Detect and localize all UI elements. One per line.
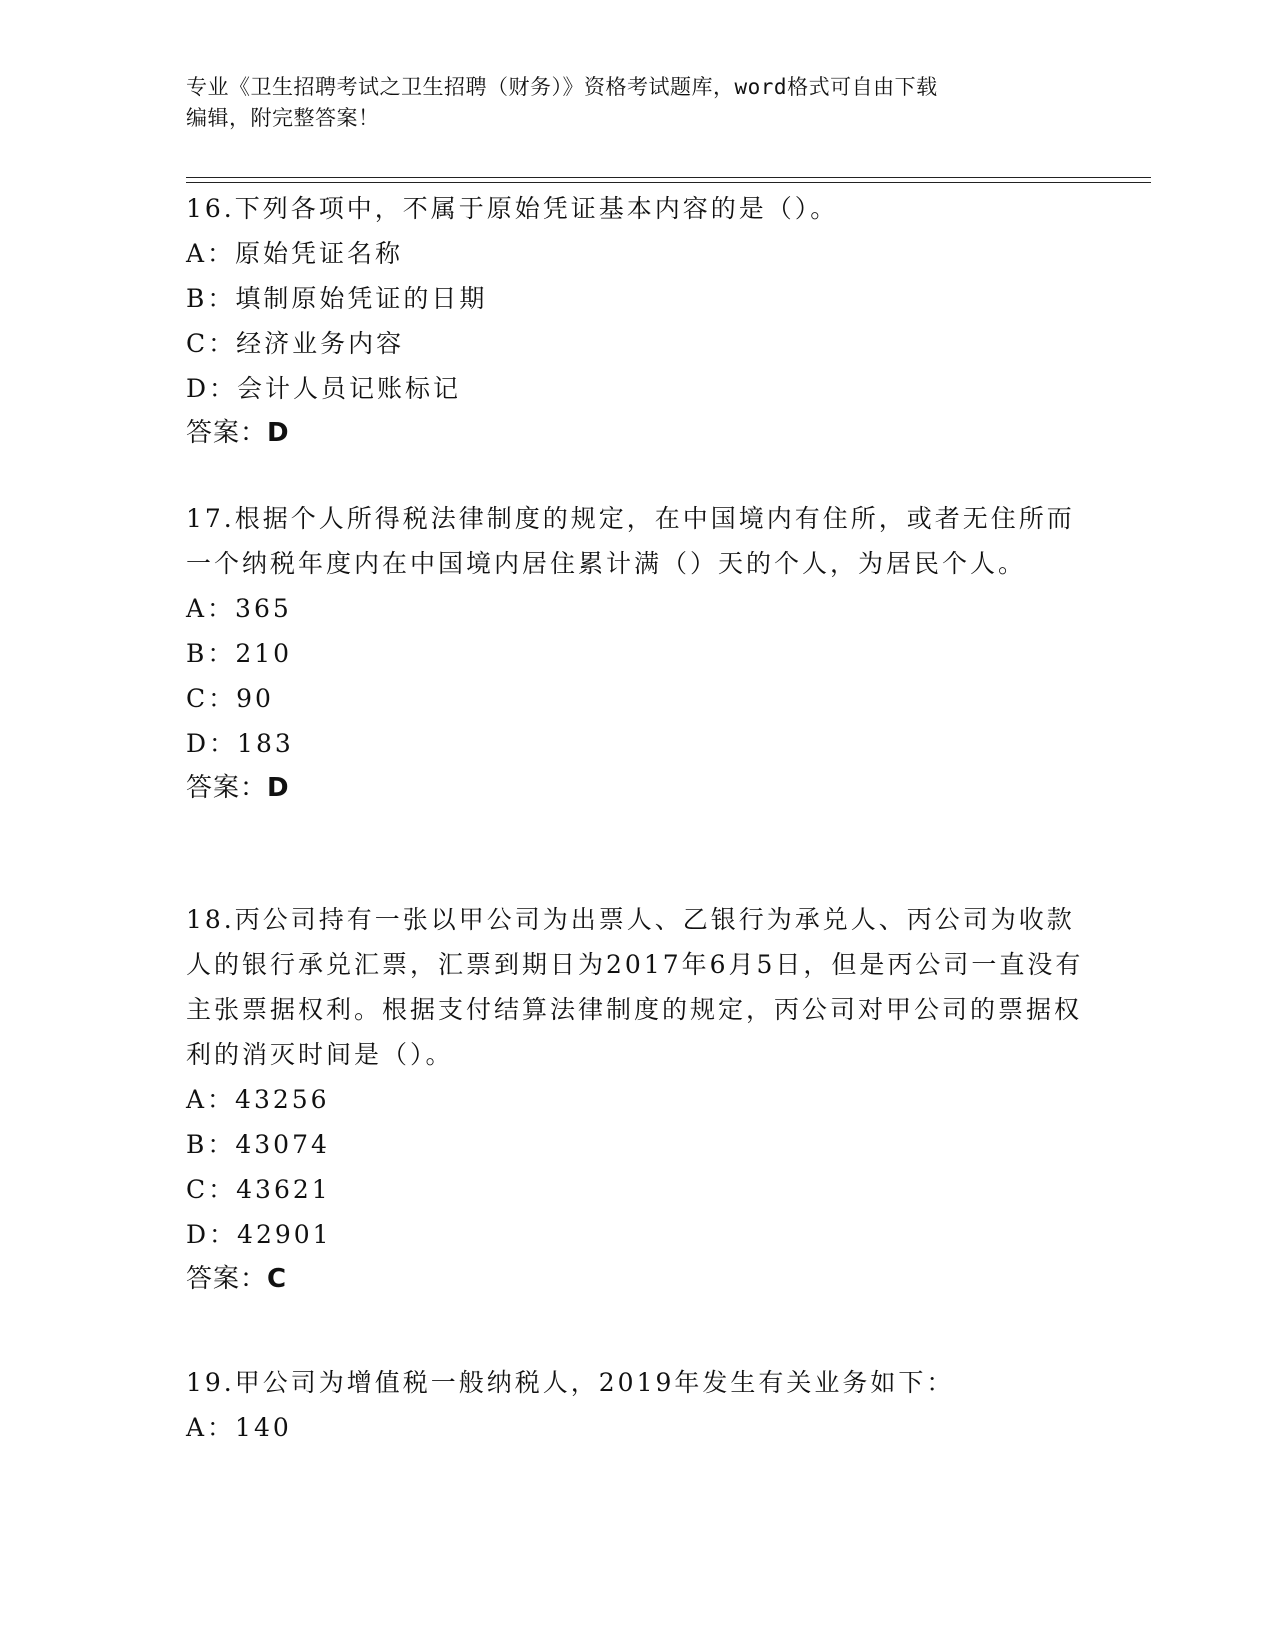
question-16 xyxy=(186,186,1086,456)
question-19 xyxy=(186,1360,1086,1450)
option-c: C：43621 xyxy=(186,1175,331,1204)
option-d: D：42901 xyxy=(186,1220,332,1249)
option-a: A：365 xyxy=(186,594,292,623)
answer-label: 答案： xyxy=(186,418,268,448)
question-stem: 17.根据个人所得税法律制度的规定，在中国境内有住所，或者无住所而一个纳税年度内在中国境内居住累计满（）天的个人，为居民个人。 xyxy=(186,504,1075,578)
answer xyxy=(186,766,1086,811)
header-line-2: 编辑，附完整答案！ xyxy=(186,106,380,130)
question-stem: 19.甲公司为增值税一般纳税人，2019年发生有关业务如下： xyxy=(186,1368,955,1397)
answer-value: D xyxy=(267,773,290,803)
header-divider-bottom xyxy=(186,182,1151,183)
question-stem: 16.下列各项中，不属于原始凭证基本内容的是（）。 xyxy=(186,194,839,223)
option-c: C：经济业务内容 xyxy=(186,329,405,358)
option-a: A：43256 xyxy=(186,1085,330,1114)
option-c: C：90 xyxy=(186,684,274,713)
option-a: A：140 xyxy=(186,1413,292,1442)
answer-value: D xyxy=(267,418,290,448)
option-b: B：210 xyxy=(186,639,293,668)
option-d: D：会计人员记账标记 xyxy=(186,374,462,403)
answer-value: C xyxy=(267,1264,288,1294)
answer xyxy=(186,411,1086,456)
header-divider-top xyxy=(186,177,1151,178)
option-b: B：填制原始凭证的日期 xyxy=(186,284,488,313)
question-17 xyxy=(186,496,1086,811)
answer-label: 答案： xyxy=(186,773,268,803)
answer-label: 答案： xyxy=(186,1264,268,1294)
option-b: B：43074 xyxy=(186,1130,330,1159)
header-line-1: 专业《卫生招聘考试之卫生招聘（财务）》资格考试题库，word格式可自由下载 xyxy=(186,75,938,99)
answer xyxy=(186,1257,1086,1302)
question-stem: 18.丙公司持有一张以甲公司为出票人、乙银行为承兑人、丙公司为收款人的银行承兑汇票，汇票到期日为2017年6月5日，但是丙公司一直没有主张票据权利。根据支付结算法律制度的规定，丙公司对甲公司的票据权利的消灭时间是（）。 xyxy=(186,905,1084,1069)
document-header xyxy=(186,72,1086,134)
question-18 xyxy=(186,897,1086,1302)
option-d: D：183 xyxy=(186,729,294,758)
option-a: A：原始凭证名称 xyxy=(186,239,404,268)
